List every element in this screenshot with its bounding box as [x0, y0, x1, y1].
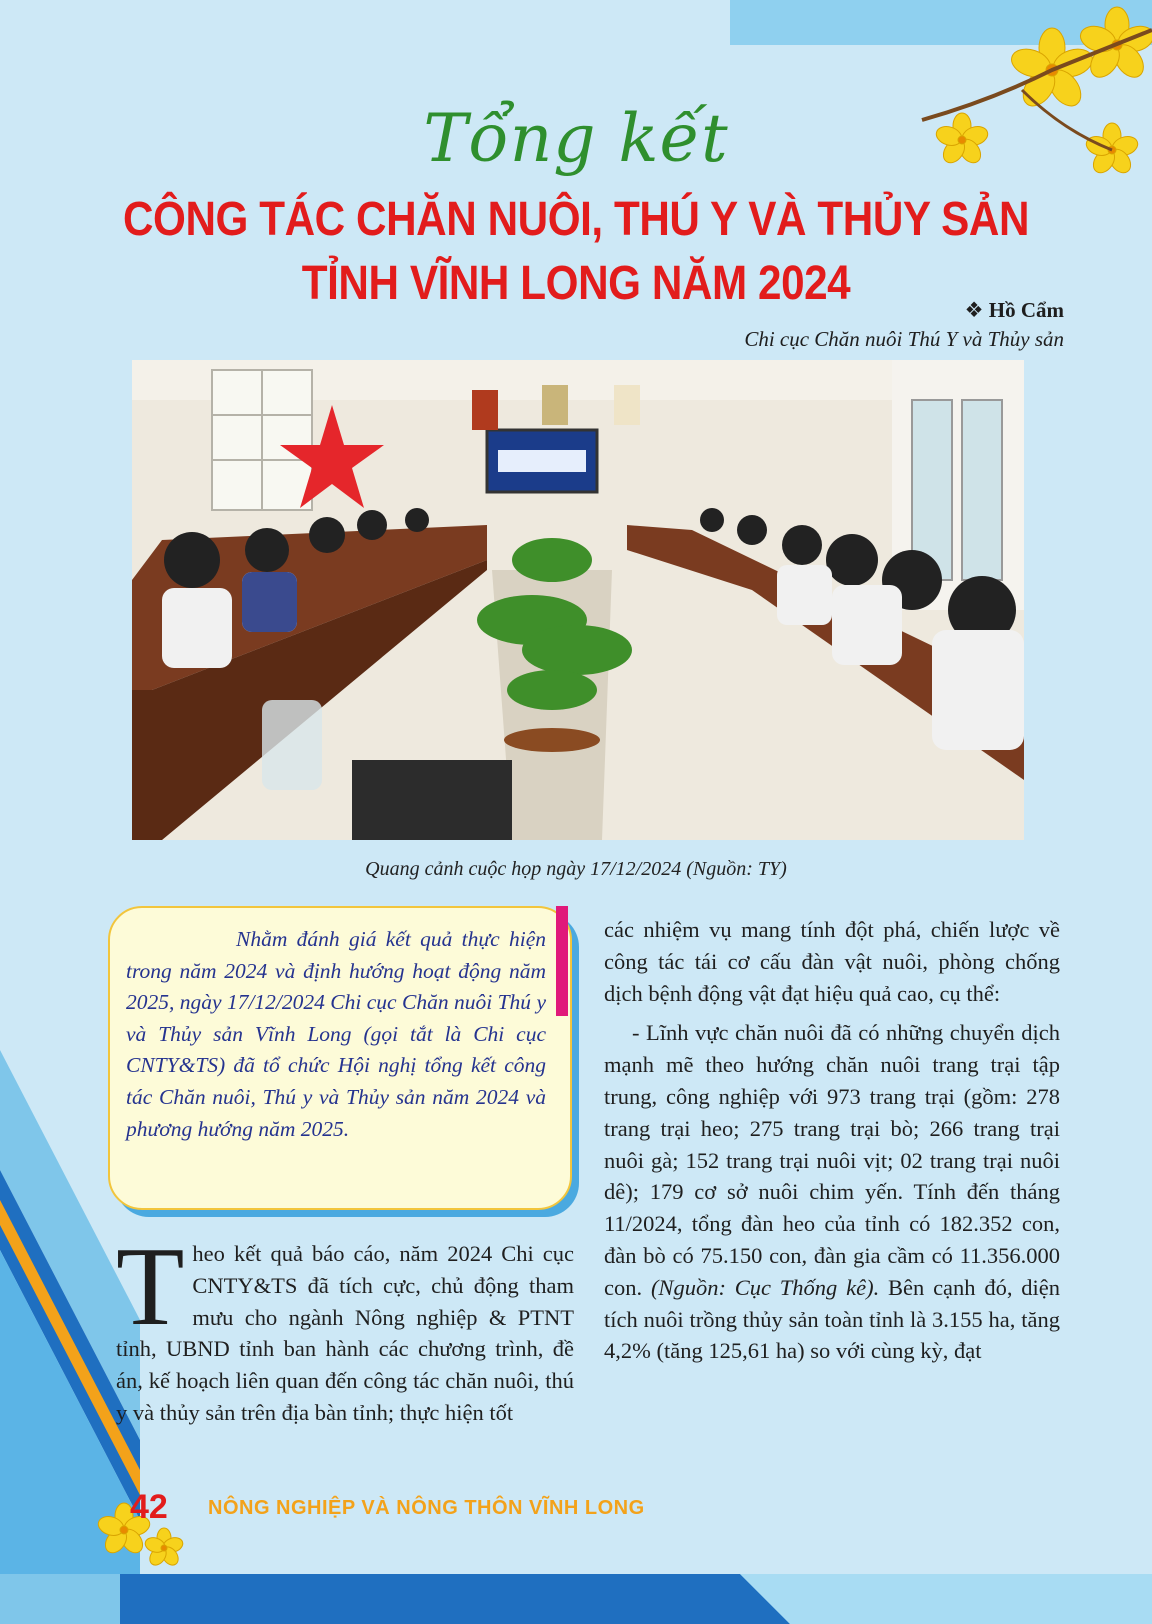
magazine-name: NÔNG NGHIỆP VÀ NÔNG THÔN VĨNH LONG — [208, 1497, 645, 1519]
author-name: Hồ Cẩm — [988, 298, 1064, 322]
right-paragraph-1: các nhiệm vụ mang tính đột phá, chiến lược về công tác tái cơ cấu đàn vật nuôi, phòng chống dịch bệnh động vật đạt hiệu quả cao, cụ thể: — [604, 917, 1060, 1006]
author-block — [744, 298, 1064, 352]
right-paragraph-2-source: (Nguồn: Cục Thống kê). — [650, 1274, 880, 1300]
right-paragraph-2 — [604, 1017, 1060, 1367]
author-organization: Chi cục Chăn nuôi Thú Y và Thủy sản — [744, 327, 1064, 351]
right-paragraph-2-text-b: Bên cạnh đó, diện tích nuôi trồng thủy sản toàn tỉnh là 3.155 ha, tăng 4,2% (tăng 125,61 ha) so với cùng kỳ, đạt — [604, 1274, 1061, 1364]
right-paragraph-2-text-a: - Lĩnh vực chăn nuôi đã có những chuyển dịch mạnh mẽ theo hướng chăn nuôi trang trại tập trung, công nghiệp với 973 trang trại (gồm: 278 trang trại heo; 275 trang trại bò; 266 trang trại nuôi gà; 152 trang trại nuôi vịt; 02 trang trại nuôi dê); 179 cơ sở nuôi chim yến. Tính đến tháng 11/2024, tổng đàn heo của tỉnh có 182.352 con, đàn bò có 75.150 con, đàn gia cầm có 11.356.000 con. — [604, 1020, 1060, 1300]
body-left-column — [116, 1225, 574, 1429]
drop-cap: T — [116, 1225, 185, 1349]
body-right-column — [604, 914, 1060, 1367]
page-number: 42 — [130, 1488, 168, 1526]
script-title: Tổng kết — [423, 100, 729, 177]
meeting-photo — [132, 360, 1024, 840]
intro-text: Nhằm đánh giá kết quả thực hiện trong năm 2024 và định hướng hoạt động năm 2025, ngày 17/12/2024 Chi cục Chăn nuôi Thú y và Thủy sản Vĩnh Long (gọi tắt là Chi cục CNTY&TS) đã tổ chức Hội nghị tổng kết công tác Chăn nuôi, Thú y và Thủy sản năm 2024 và phương hướng năm 2025. — [126, 927, 546, 1141]
photo-caption: Quang cảnh cuộc họp ngày 17/12/2024 (Nguồn: TY) — [365, 858, 787, 880]
left-column-text: heo kết quả báo cáo, năm 2024 Chi cục CNTY&TS đã tích cực, chủ động tham mưu cho ngành Nông nghiệp & PTNT tỉnh, UBND tỉnh ban hành các chương trình, đề án, kế hoạch liên quan đến công tác chăn nuôi, thú y và thủy sản trên địa bàn tỉnh; thực hiện tốt — [116, 1241, 574, 1425]
main-title-line2: TỈNH VĨNH LONG NĂM 2024 — [301, 257, 851, 310]
footer-stripe — [0, 1574, 1152, 1624]
main-title-line1: CÔNG TÁC CHĂN NUÔI, THÚ Y VÀ THỦY SẢN — [122, 193, 1030, 246]
intro-accent-bar — [556, 906, 568, 1016]
bullet-icon: ❖ — [964, 298, 984, 322]
